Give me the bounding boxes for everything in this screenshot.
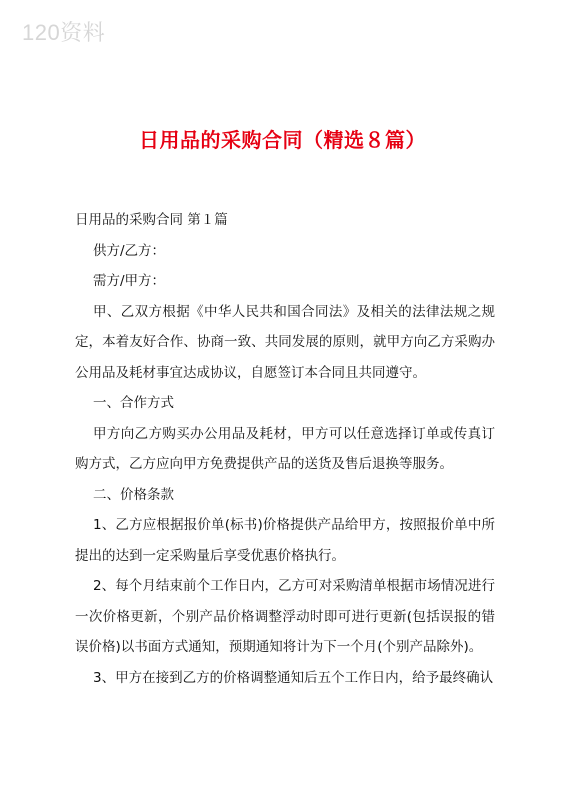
supplier-line: 供方/乙方： — [93, 242, 166, 259]
section-heading: 日用品的采购合同 第１篇 — [75, 212, 228, 228]
price-clause-2: 2、每个月结束前个工作日内，乙方可对采购清单根据市场情况进行一次价格更新，个别产品价格调整浮动时即可进行更新(包括误报的错误价格)以书面方式通知，预期通知将计为下一个月(个别产品除外)。 — [75, 578, 495, 655]
section1-paragraph: 甲方向乙方购买办公用品及耗材，甲方可以任意选择订单或传真订购方式，乙方应向甲方免费提供产品的送货及售后退换等服务。 — [75, 425, 495, 472]
section2-title: 二、价格条款 — [93, 486, 174, 503]
price-clause-1: 1、乙方应根据报价单(标书)价格提供产品给甲方，按照报价单中所提出的达到一定采购量后享受优惠价格执行。 — [75, 517, 495, 564]
intro-paragraph: 甲、乙双方根据《中华人民共和国合同法》及相关的法律法规之规定，本着友好合作、协商一致、共同发展的原则，就甲方向乙方采购办公用品及耗材事宜达成协议，自愿签订本合同且共同遵守。 — [75, 303, 495, 381]
document-title: 日用品的采购合同（精选８篇） — [139, 128, 426, 152]
document-body — [75, 205, 495, 693]
price-clause-3: 3、甲方在接到乙方的价格调整通知后五个工作日内，给予最终确认 — [93, 669, 494, 686]
section1-title: 一、合作方式 — [93, 395, 174, 411]
buyer-line: 需方/甲方： — [93, 273, 166, 289]
watermark: 120资料 — [22, 20, 106, 45]
